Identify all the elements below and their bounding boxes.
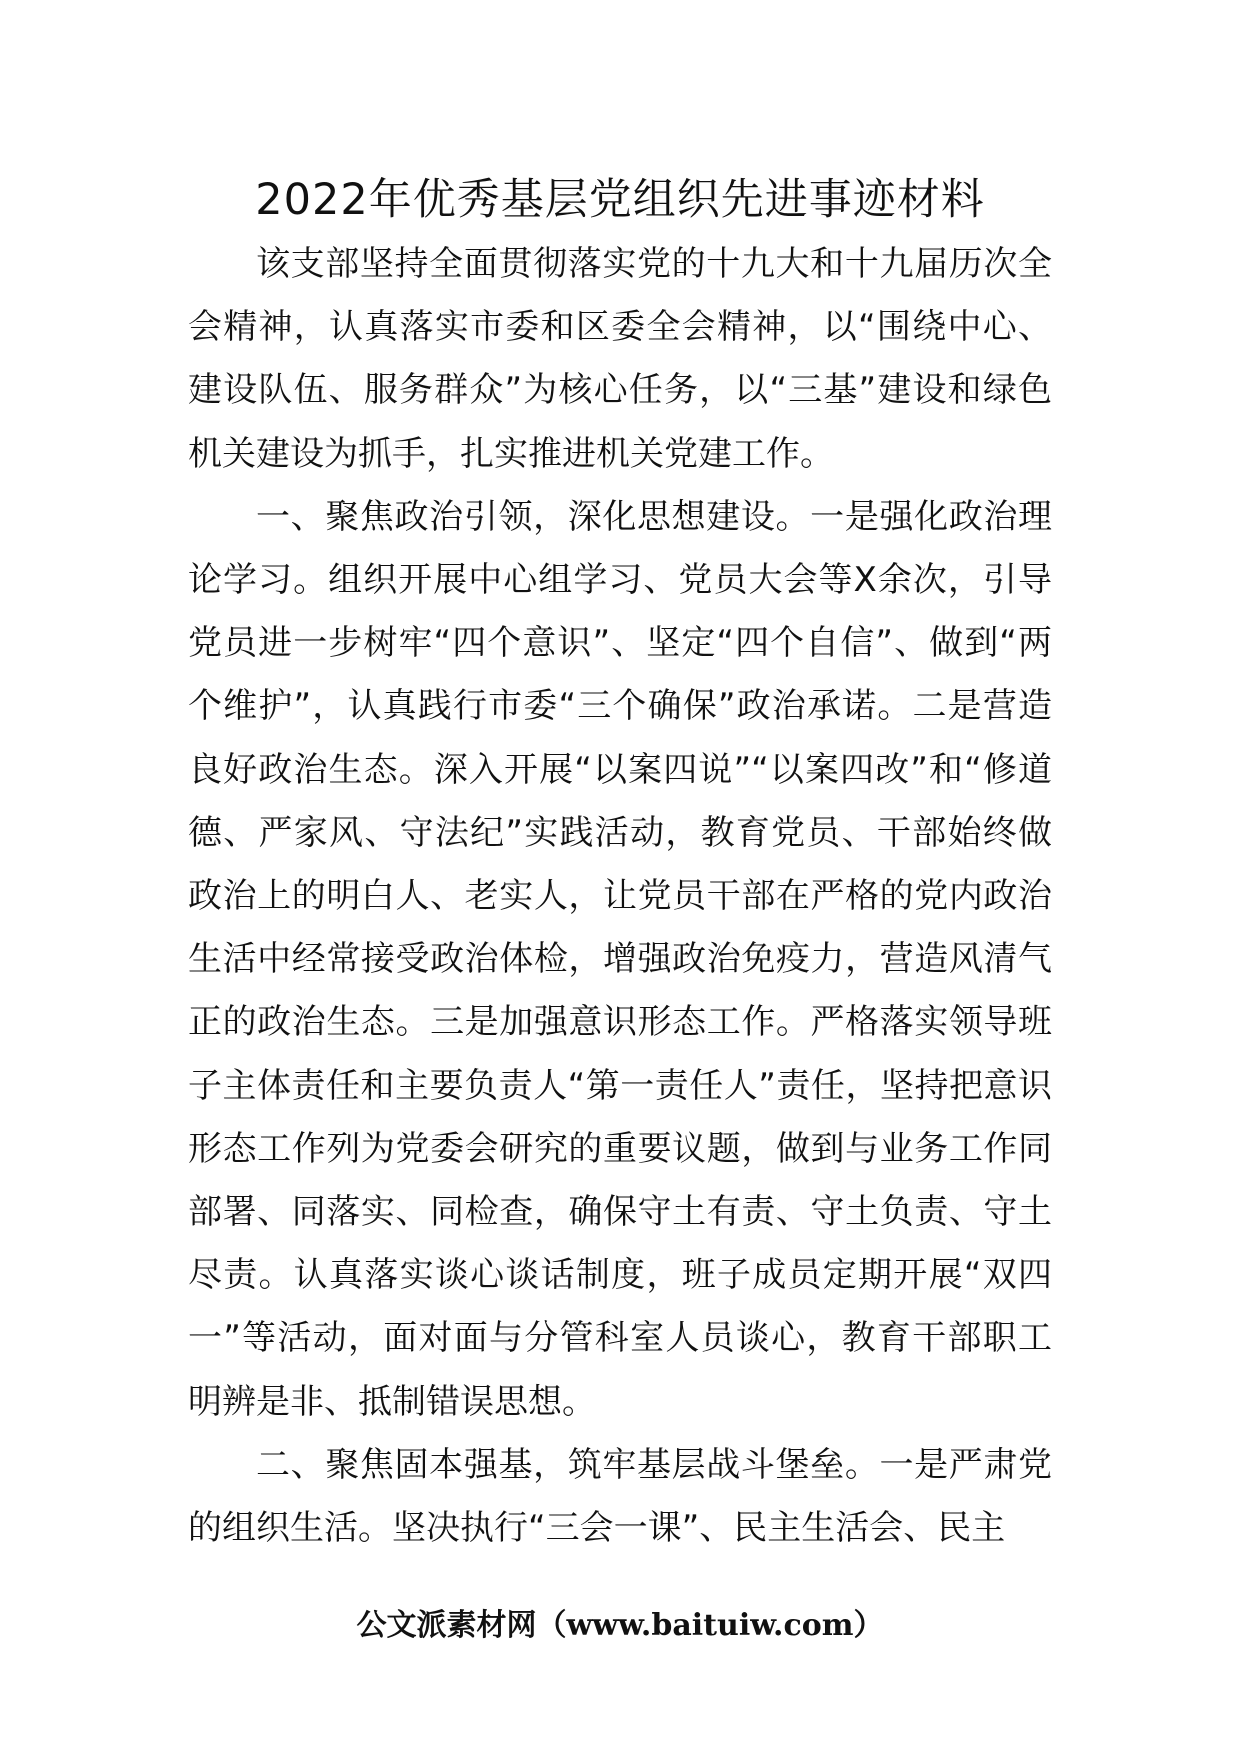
paragraph-section-one: 一、聚焦政治引领，深化思想建设。一是强化政治理论学习。组织开展中心组学习、党员大会等X余次，引导党员进一步树牢“四个意识”、坚定“四个自信”、做到“两个维护”，认真践行市委“三个确保”政治承诺。二是营造良好政治生态。深入开展“以案四说”“以案四改”和“修道德、严家风、守法纪”实践活动，教育党员、干部始终做政治上的明白人、老实人，让党员干部在严格的党内政治生活中经常接受政治体检，增强政治免疫力，营造风清气正的政治生态。三是加强意识形态工作。严格落实领导班子主体责任和主要负责人“第一责任人”责任，坚持把意识形态工作列为党委会研究的重要议题，做到与业务工作同部署、同落实、同检查，确保守土有责、守土负责、守土尽责。认真落实谈心谈话制度，班子成员定期开展“双四一”等活动，面对面与分管科室人员谈心，教育干部职工明辨是非、抵制错误思想。 [188,496,1052,1422]
paragraph-section-two: 二、聚焦固本强基，筑牢基层战斗堡垒。一是严肃党的组织生活。坚决执行“三会一课”、民主生活会、民主 [188,1444,1052,1549]
site-watermark-footer: 公文派素材网（www.baituiw.com） [356,1608,884,1643]
document-title: 2022年优秀基层党组织先进事迹材料 [255,175,985,225]
document-body [188,233,1052,1560]
paragraph-intro: 该支部坚持全面贯彻落实党的十九大和十九届历次全会精神，认真落实市委和区委全会精神，以“围绕中心、建设队伍、服务群众”为核心任务，以“三基”建设和绿色机关建设为抓手，扎实推进机关党建工作。 [188,244,1052,474]
